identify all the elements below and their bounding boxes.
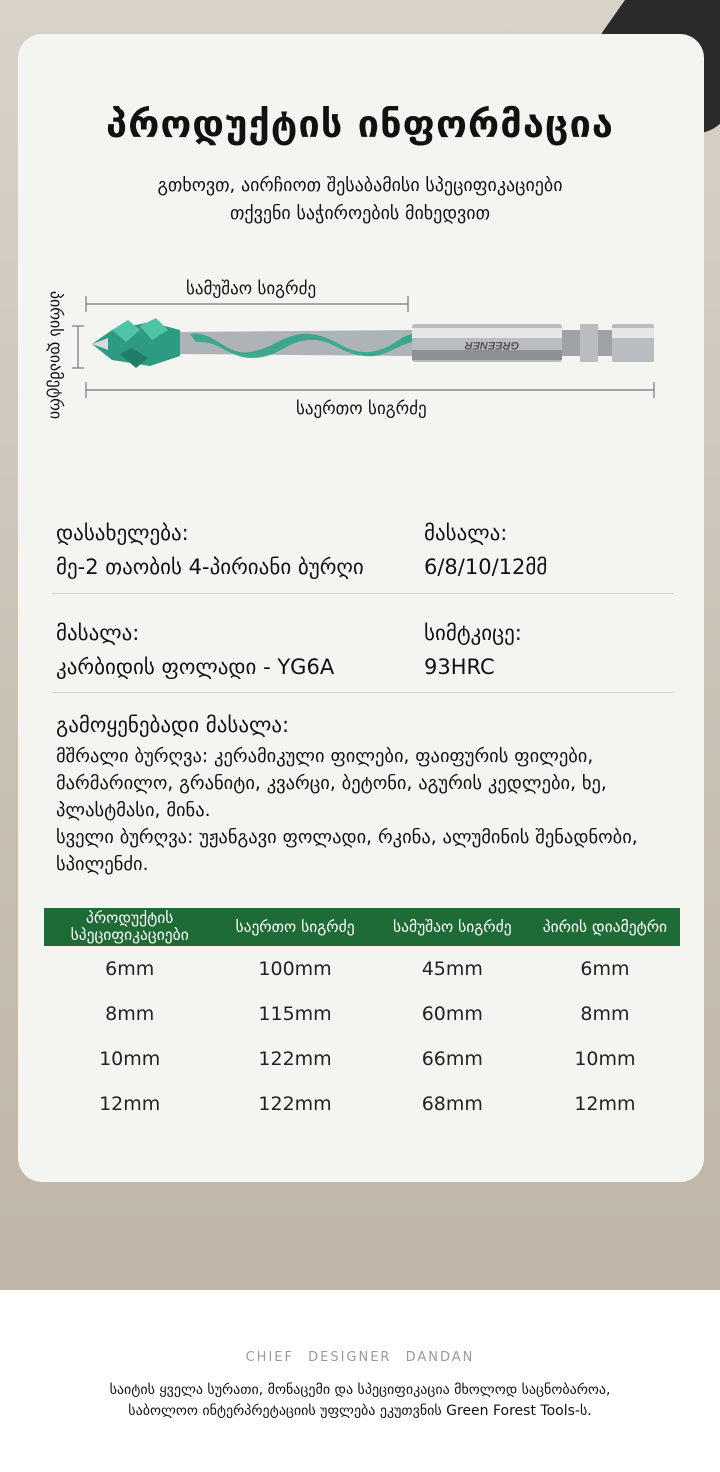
- spec-size-value: 6/8/10/12მმ: [424, 555, 548, 579]
- subtitle-line-1: გთხოვთ, აირჩიოთ შესაბამისი სპეციფიკაციები: [157, 175, 563, 196]
- col-header-spec: პროდუქტის სპეციფიკაციები: [44, 908, 215, 946]
- table-row: [44, 1036, 680, 1081]
- table-cell: 122mm: [258, 1092, 332, 1115]
- usage-line: მშრალი ბურღვა: კერამიკული ფილები, ფაიფურის ფილები,: [56, 746, 594, 767]
- table-cell: 8mm: [580, 1002, 630, 1025]
- usage-line: პლასტმასი, მინა.: [56, 800, 211, 821]
- table-cell: 10mm: [99, 1047, 161, 1070]
- footer-note-line-2: საბოლოო ინტერპრეტაციის უფლება ეკუთვნის Green Forest Tools-ს.: [128, 1403, 592, 1419]
- table-cell: 68mm: [421, 1092, 483, 1115]
- usage-heading: გამოყენებადი მასალა:: [56, 713, 290, 737]
- table-row: [44, 1081, 680, 1126]
- spec-hardness-value: 93HRC: [424, 655, 495, 679]
- spec-table: [44, 908, 680, 1126]
- footer-note: [0, 1380, 720, 1422]
- spec-size-label: მასალა:: [424, 521, 508, 545]
- subtitle-line-2: თქვენი საჭიროების მიხედვით: [230, 203, 490, 224]
- spec-hardness-label: სიმტკიცე:: [424, 621, 522, 645]
- table-cell: 12mm: [574, 1092, 636, 1115]
- table-header-row: [44, 908, 680, 946]
- divider: [52, 593, 674, 594]
- spec-hardness: [424, 616, 522, 684]
- working-length-dimension: [86, 296, 408, 312]
- table-cell: 100mm: [258, 957, 332, 980]
- total-length-label: საერთო სიგრძე: [296, 399, 427, 419]
- usage-line: სველი ბურღვა: უჟანგავი ფოლადი, რკინა, ალუმინის შენადნობი,: [56, 827, 638, 848]
- table-cell: 8mm: [105, 1002, 155, 1025]
- table-cell: 66mm: [421, 1047, 483, 1070]
- divider: [52, 692, 674, 693]
- col-header-diameter: პირის დიამეტრი: [530, 908, 680, 946]
- diameter-dimension: [72, 326, 84, 368]
- usage-line: სპილენძი.: [56, 854, 149, 875]
- total-length-dimension: [86, 382, 654, 398]
- table-cell: 60mm: [421, 1002, 483, 1025]
- usage-line: მარმარილო, გრანიტი, კვარცი, ბეტონი, აგურის კედლები, ხე,: [56, 773, 607, 794]
- spec-name: [56, 516, 364, 584]
- head-diameter-label: პირის დიამეტრი: [46, 290, 66, 420]
- spec-size: [424, 516, 547, 584]
- footer-note-line-1: საიტის ყველა სურათი, მონაცემი და სპეციფიკაცია მხოლოდ საცნობაროა,: [109, 1382, 611, 1398]
- usage-section: [56, 712, 706, 878]
- spec-material-label: მასალა:: [56, 621, 140, 645]
- table-row: [44, 991, 680, 1036]
- page-title: პროდუქტის ინფორმაცია: [106, 102, 614, 146]
- table-cell: 12mm: [99, 1092, 161, 1115]
- table-cell: 10mm: [574, 1047, 636, 1070]
- page-subtitle: [0, 172, 720, 228]
- spec-name-value: მე-2 თაობის 4-პირიანი ბურღი: [56, 555, 364, 579]
- table-cell: 122mm: [258, 1047, 332, 1070]
- table-row: [44, 946, 680, 991]
- working-length-label: სამუშაო სიგრძე: [186, 279, 317, 299]
- spec-material: [56, 616, 334, 684]
- spec-name-label: დასახელება:: [56, 521, 189, 545]
- col-header-total-length: საერთო სიგრძე: [215, 908, 374, 946]
- table-cell: 6mm: [105, 957, 155, 980]
- table-cell: 45mm: [421, 957, 483, 980]
- spec-material-value: კარბიდის ფოლადი - YG6A: [56, 655, 335, 679]
- table-cell: 6mm: [580, 957, 630, 980]
- table-cell: 115mm: [258, 1002, 332, 1025]
- col-header-working-length: სამუშაო სიგრძე: [375, 908, 530, 946]
- footer-brand: CHIEF DESIGNER DANDAN: [245, 1350, 475, 1365]
- shank-brand-text: GREENER: [464, 339, 520, 351]
- drill-bit-illustration: [0, 290, 720, 410]
